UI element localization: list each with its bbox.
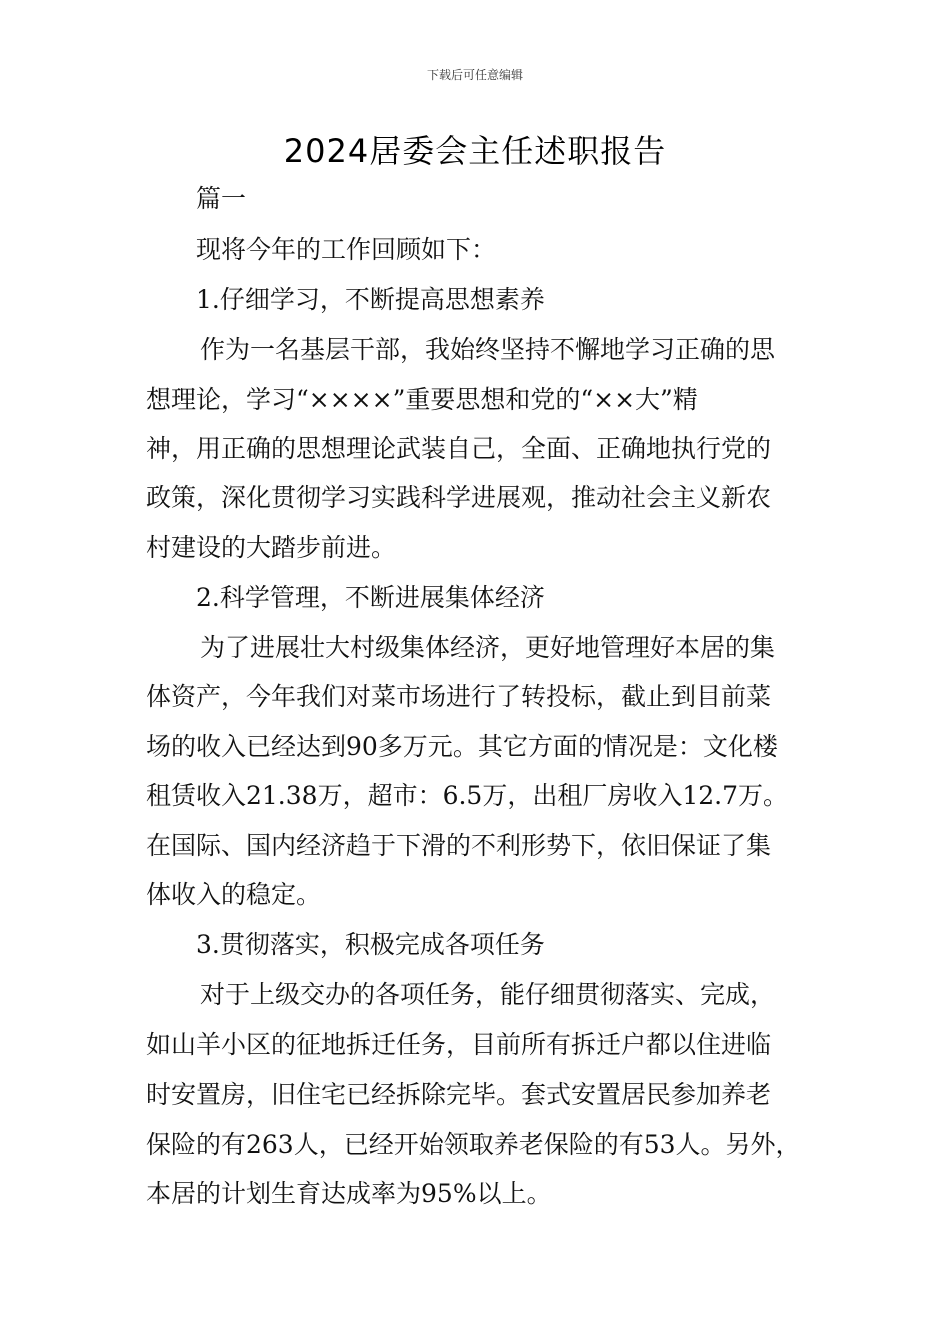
paragraph-line: 时安置房，旧住宅已经拆除完毕。套式安置居民参加养老 (146, 1080, 772, 1109)
paragraph-line: 神，用正确的思想理论武装自己，全面、正确地执行党的 (146, 434, 772, 463)
paragraph-line: 场的收入已经达到90多万元。其它方面的情况是：文化楼 (146, 732, 778, 761)
paragraph-line: 本居的计划生育达成率为95%以上。 (146, 1179, 552, 1208)
heading-1: 1.仔细学习，不断提高思想素养 (196, 285, 545, 314)
paragraph-line: 体资产，今年我们对菜市场进行了转投标，截止到目前菜 (146, 682, 772, 711)
page-header-note: 下载后可任意编辑 (426, 68, 523, 82)
paragraph-line: 在国际、国内经济趋于下滑的不利形势下，依旧保证了集 (146, 831, 772, 860)
intro-paragraph: 现将今年的工作回顾如下： (196, 235, 497, 264)
section-label: 篇一 (196, 184, 247, 213)
paragraph-line: 村建设的大踏步前进。 (146, 533, 397, 562)
heading-2: 2.科学管理，不断进展集体经济 (196, 583, 545, 612)
paragraph-line: 想理论，学习“××××”重要思想和党的“××大”精 (146, 385, 698, 414)
heading-3: 3.贯彻落实，积极完成各项任务 (196, 930, 545, 959)
paragraph-line: 租赁收入21.38万，超市：6.5万，出租厂房收入12.7万。 (146, 781, 788, 810)
document-title: 2024居委会主任述职报告 (283, 132, 667, 170)
paragraph-line: 作为一名基层干部，我始终坚持不懈地学习正确的思 (200, 335, 776, 364)
paragraph-line: 保险的有263人，已经开始领取养老保险的有53人。另外， (146, 1130, 801, 1159)
paragraph-line: 体收入的稳定。 (146, 880, 322, 909)
paragraph-line: 为了进展壮大村级集体经济，更好地管理好本居的集 (200, 633, 776, 662)
paragraph-line: 对于上级交办的各项任务，能仔细贯彻落实、完成， (200, 980, 776, 1009)
paragraph-line: 如山羊小区的征地拆迁任务，目前所有拆迁户都以住进临 (146, 1030, 772, 1059)
paragraph-line: 政策，深化贯彻学习实践科学进展观，推动社会主义新农 (146, 483, 772, 512)
